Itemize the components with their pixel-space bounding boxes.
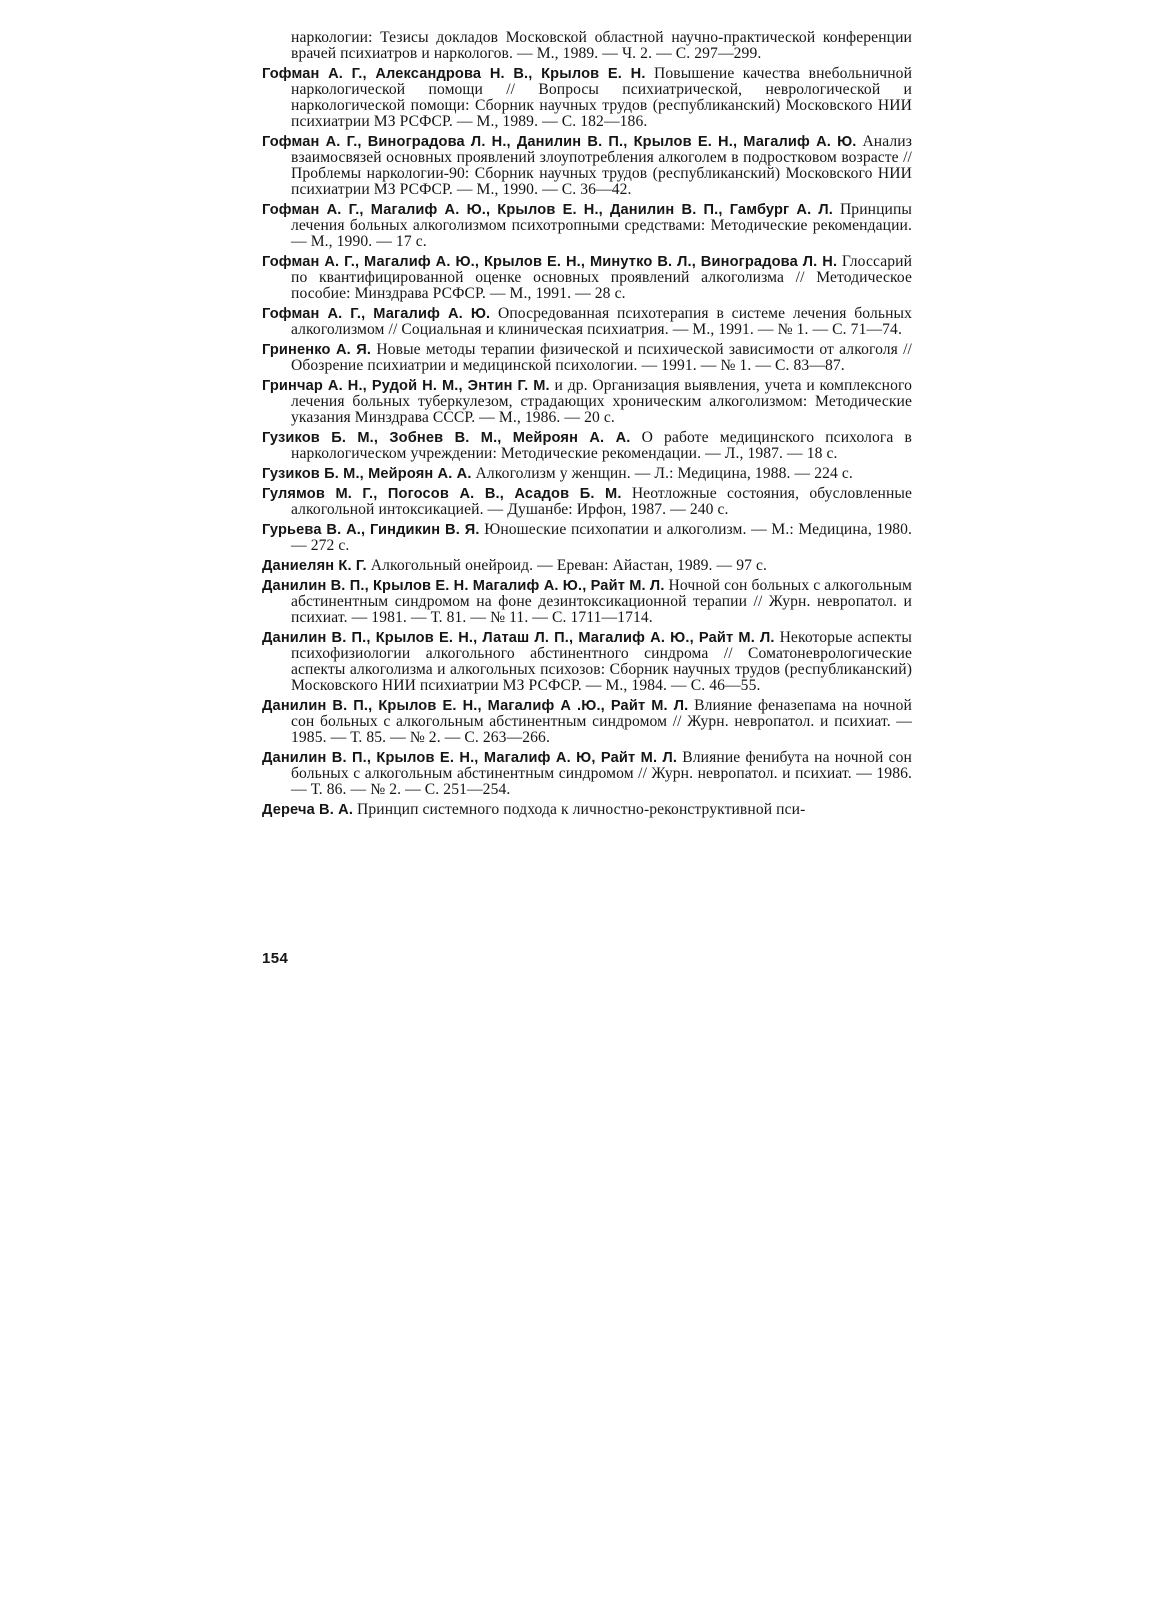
bibliography-entry	[262, 254, 912, 302]
entry-text: Ночной сон больных с алкогольным абстинентным синдромом на фоне дезинтоксикационной терапии // Журн. невропатол. и психиат. — 1981. — Т. 81. — № 11. — С. 1711—1714.	[291, 577, 912, 626]
entry-text: Влияние феназепама на ночной сон больных с алкогольным абстинентным синдромом // Журн. невропатол. и психиат. — 1985. — Т. 85. — № 2. — С. 263—266.	[291, 697, 912, 746]
entry-authors: Гринчар А. Н., Рудой Н. М., Энтин Г. М.	[262, 378, 550, 394]
bibliography-entry	[262, 134, 912, 198]
bibliography-entry	[262, 306, 912, 338]
continuation-text: наркологии: Тезисы докладов Московской областной научно-практической конференции врачей психиатров и наркологов. — М., 1989. — Ч. 2. — С. 297—299.	[291, 29, 912, 62]
bibliography-list	[262, 30, 912, 822]
bibliography-entry	[262, 486, 912, 518]
entry-text: Глоссарий по квантифицированной оценке основных проявлений алкоголизма // Методическое пособие: Минздрава РСФСР. — М., 1991. — 28 с.	[291, 253, 913, 302]
entry-authors: Даниелян К. Г.	[262, 558, 367, 574]
entry-authors: Гофман А. Г., Магалиф А. Ю., Крылов Е. Н., Минутко В. Л., Виноградова Л. Н.	[262, 254, 838, 270]
bibliography-entry	[262, 578, 912, 626]
bibliography-entry	[262, 466, 912, 482]
entry-authors: Данилин В. П., Крылов Е. Н., Магалиф А. Ю, Райт М. Л.	[262, 750, 678, 766]
bibliography-entry	[262, 750, 912, 798]
bibliography-entry	[262, 802, 912, 818]
entry-text: О работе медицинского психолога в наркологическом учреждении: Методические рекомендации. — Л., 1987. — 18 с.	[291, 429, 912, 462]
entry-text: Алкогольный онейроид. — Ереван: Айастан, 1989. — 97 с.	[370, 557, 768, 574]
entry-authors: Данилин В. П., Крылов Е. Н., Латаш Л. П., Магалиф А. Ю., Райт М. Л.	[262, 630, 775, 646]
entry-authors: Гофман А. Г., Виноградова Л. Н., Данилин В. П., Крылов Е. Н., Магалиф А. Ю.	[262, 134, 857, 150]
entry-authors: Дереча В. А.	[262, 802, 354, 818]
bibliography-entry	[262, 522, 912, 554]
bibliography-entry	[262, 66, 912, 130]
entry-text: Новые методы терапии физической и психической зависимости от алкоголя // Обозрение психиатрии и медицинской психологии. — 1991. — № 1. — С. 83—87.	[291, 341, 912, 374]
bibliography-continuation	[262, 30, 912, 62]
bibliography-entry	[262, 202, 912, 250]
entry-text: Неотложные состояния, обусловленные алкогольной интоксикацией. — Душанбе: Ирфон, 1987. — 240 с.	[291, 485, 913, 518]
entry-text: Повышение качества внебольничной наркологической помощи // Вопросы психиатрической, неврологической и наркологической помощи: Сборник научных трудов (республиканский) Московского НИИ психиатрии МЗ РСФСР. — М., 1989. — С. 182—186.	[291, 65, 913, 130]
entry-authors: Гриненко А. Я.	[262, 342, 372, 358]
entry-authors: Гурьева В. А., Гиндикин В. Я.	[262, 522, 480, 538]
entry-authors: Гофман А. Г., Александрова Н. В., Крылов Е. Н.	[262, 66, 646, 82]
entry-authors: Гофман А. Г., Магалиф А. Ю., Крылов Е. Н., Данилин В. П., Гамбург А. Л.	[262, 202, 834, 218]
bibliography-entry	[262, 558, 912, 574]
entry-text: Анализ взаимосвязей основных проявлений злоупотребления алкоголем в подростковом возрасте // Проблемы наркологии-90: Сборник научных трудов (республиканский) Московского НИИ психиатрии МЗ РСФСР. — М., 1990. — С. 36—42.	[291, 133, 912, 198]
entry-text: и др. Организация выявления, учета и комплексного лечения больных туберкулезом, страдающих хроническим алкоголизмом: Методические указания Минздрава СССР. — М., 1986. — 20 с.	[291, 377, 912, 426]
bibliography-entry	[262, 630, 912, 694]
entry-text: Принцип системного подхода к личностно-реконструктивной пси-	[357, 801, 806, 818]
entry-authors: Гузиков Б. М., Зобнев В. М., Мейроян А. А.	[262, 430, 631, 446]
entry-authors: Гулямов М. Г., Погосов А. В., Асадов Б. М.	[262, 486, 622, 502]
bibliography-entry	[262, 430, 912, 462]
entry-text: Принципы лечения больных алкоголизмом психотропными средствами: Методические рекомендации. — М., 1990. — 17 с.	[291, 201, 912, 250]
bibliography-entry	[262, 698, 912, 746]
entry-text: Опосредованная психотерапия в системе лечения больных алкоголизмом // Социальная и клиническая психиатрия. — М., 1991. — № 1. — С. 71—74.	[291, 305, 913, 338]
entry-authors: Данилин В. П., Крылов Е. Н. Магалиф А. Ю., Райт М. Л.	[262, 578, 665, 594]
entry-authors: Гофман А. Г., Магалиф А. Ю.	[262, 306, 491, 322]
entry-text: Влияние фенибута на ночной сон больных с алкогольным абстинентным синдромом // Журн. невропатол. и психиат. — 1986. — Т. 86. — № 2. — С. 251—254.	[291, 749, 912, 798]
entry-authors: Гузиков Б. М., Мейроян А. А.	[262, 466, 472, 482]
entry-text: Некоторые аспекты психофизиологии алкогольного абстинентного синдрома // Соматоневрологические аспекты алкоголизма и алкогольных психозов: Сборник научных трудов (республиканский) Московского НИИ психиатрии МЗ РСФСР. — М., 1984. — С. 46—55.	[291, 629, 913, 694]
bibliography-entry	[262, 342, 912, 374]
page-number: 154	[262, 950, 289, 967]
bibliography-entry	[262, 378, 912, 426]
entry-authors: Данилин В. П., Крылов Е. Н., Магалиф А .Ю., Райт М. Л.	[262, 698, 689, 714]
entry-text: Юношеские психопатии и алкоголизм. — М.: Медицина, 1980. — 272 с.	[291, 521, 913, 554]
entry-text: Алкоголизм у женщин. — Л.: Медицина, 1988. — 224 с.	[475, 465, 853, 482]
